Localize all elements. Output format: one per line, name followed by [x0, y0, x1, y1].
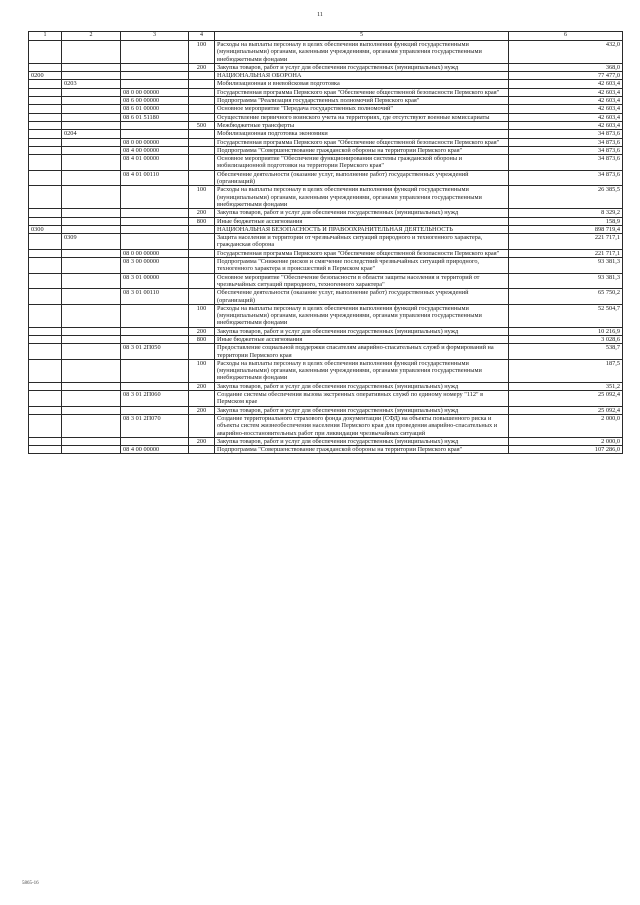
table-row — [29, 97, 623, 105]
target-article-code-cell — [121, 327, 189, 335]
expense-type-code-cell — [189, 414, 215, 437]
item-name-cell: Мобилизационная и вневойсковая подготовка — [215, 80, 509, 88]
item-name-cell: Межбюджетные трансферты — [215, 121, 509, 129]
item-name-cell: Закупка товаров, работ и услуг для обеспечения государственных (муниципальных) нужд — [215, 406, 509, 414]
page-number: 11 — [317, 12, 323, 18]
column-header-3: 3 — [121, 32, 189, 41]
amount-cell: 351,2 — [509, 382, 623, 390]
section-code-cell — [29, 146, 62, 154]
amount-cell: 93 381,3 — [509, 258, 623, 274]
expense-type-code-cell — [189, 258, 215, 274]
section-code-cell — [29, 80, 62, 88]
subsection-code-cell — [62, 41, 121, 64]
target-article-code-cell: 08 0 00 00000 — [121, 138, 189, 146]
expense-type-code-cell: 200 — [189, 209, 215, 217]
column-header-5: 5 — [215, 32, 509, 41]
expense-type-code-cell — [189, 289, 215, 305]
subsection-code-cell — [62, 186, 121, 209]
section-code-cell — [29, 406, 62, 414]
section-code-cell — [29, 437, 62, 445]
table-row — [29, 249, 623, 257]
expense-type-code-cell — [189, 155, 215, 171]
amount-cell: 221 717,1 — [509, 249, 623, 257]
expense-type-code-cell — [189, 273, 215, 289]
amount-cell: 93 381,3 — [509, 273, 623, 289]
subsection-code-cell — [62, 273, 121, 289]
amount-cell: 77 477,0 — [509, 72, 623, 80]
amount-cell: 158,9 — [509, 217, 623, 225]
subsection-code-cell: 0203 — [62, 80, 121, 88]
subsection-code-cell — [62, 391, 121, 407]
target-article-code-cell: 08 3 01 2П050 — [121, 344, 189, 360]
subsection-code-cell — [62, 113, 121, 121]
expense-type-code-cell: 100 — [189, 186, 215, 209]
amount-cell: 34 873,6 — [509, 130, 623, 138]
item-name-cell: Закупка товаров, работ и услуг для обеспечения государственных (муниципальных) нужд — [215, 327, 509, 335]
expense-type-code-cell: 200 — [189, 406, 215, 414]
table-row — [29, 138, 623, 146]
expense-type-code-cell — [189, 344, 215, 360]
item-name-cell: Расходы на выплаты персоналу в целях обеспечения выполнения функций государственными (муниципальными) органами, казенными учреждениями, органами управления государственными внебюджетными фондами — [215, 41, 509, 64]
amount-cell: 34 873,6 — [509, 138, 623, 146]
item-name-cell: Обеспечение деятельности (оказание услуг, выполнение работ) государственных учреждений (организаций) — [215, 289, 509, 305]
subsection-code-cell — [62, 414, 121, 437]
target-article-code-cell: 08 3 01 2П070 — [121, 414, 189, 437]
subsection-code-cell — [62, 63, 121, 71]
column-header-4: 4 — [189, 32, 215, 41]
amount-cell: 3 028,6 — [509, 335, 623, 343]
item-name-cell: НАЦИОНАЛЬНАЯ ОБОРОНА — [215, 72, 509, 80]
amount-cell: 10 216,9 — [509, 327, 623, 335]
amount-cell: 898 719,4 — [509, 225, 623, 233]
amount-cell: 34 873,6 — [509, 155, 623, 171]
expense-type-code-cell: 100 — [189, 304, 215, 327]
section-code-cell: 0300 — [29, 225, 62, 233]
table-row — [29, 121, 623, 129]
section-code-cell — [29, 258, 62, 274]
amount-cell: 42 603,4 — [509, 105, 623, 113]
item-name-cell: Создание территориального страхового фонда документации (СФД) на объекты повышенного риска и объекты систем жизнеобеспечения населения Пермского края для проведения аварийно-спасательных и аварийно-восстановительных работ при ликвидации чрезвычайных ситуаций — [215, 414, 509, 437]
target-article-code-cell — [121, 63, 189, 71]
section-code-cell — [29, 113, 62, 121]
expense-type-code-cell — [189, 105, 215, 113]
amount-cell: 107 286,0 — [509, 446, 623, 454]
item-name-cell: Мобилизационная подготовка экономики — [215, 130, 509, 138]
expense-type-code-cell — [189, 446, 215, 454]
table-row — [29, 391, 623, 407]
item-name-cell: Закупка товаров, работ и услуг для обеспечения государственных (муниципальных) нужд — [215, 437, 509, 445]
expense-type-code-cell — [189, 88, 215, 96]
item-name-cell: Основное мероприятие "Передача государственных полномочий" — [215, 105, 509, 113]
table-row — [29, 289, 623, 305]
subsection-code-cell — [62, 146, 121, 154]
subsection-code-cell — [62, 249, 121, 257]
subsection-code-cell — [62, 217, 121, 225]
target-article-code-cell: 08 4 00 00000 — [121, 446, 189, 454]
item-name-cell: Обеспечение деятельности (оказание услуг, выполнение работ) государственных учреждений (организаций) — [215, 170, 509, 186]
expense-type-code-cell — [189, 146, 215, 154]
expense-type-code-cell — [189, 72, 215, 80]
target-article-code-cell — [121, 209, 189, 217]
column-header-1: 1 — [29, 32, 62, 41]
amount-cell: 42 603,4 — [509, 88, 623, 96]
section-code-cell — [29, 273, 62, 289]
expense-type-code-cell — [189, 249, 215, 257]
expense-type-code-cell: 100 — [189, 359, 215, 382]
table-row — [29, 327, 623, 335]
expense-type-code-cell — [189, 97, 215, 105]
table-row — [29, 225, 623, 233]
item-name-cell: Подпрограмма "Совершенствование гражданской обороны на территории Пермского края" — [215, 446, 509, 454]
subsection-code-cell — [62, 304, 121, 327]
item-name-cell: Расходы на выплаты персоналу в целях обеспечения выполнения функций государственными (муниципальными) органами, казенными учреждениями, органами управления государственными внебюджетными фондами — [215, 359, 509, 382]
subsection-code-cell — [62, 406, 121, 414]
target-article-code-cell — [121, 41, 189, 64]
subsection-code-cell — [62, 105, 121, 113]
expense-type-code-cell — [189, 391, 215, 407]
item-name-cell: Государственная программа Пермского края "Обеспечение общественной безопасности Пермского края" — [215, 249, 509, 257]
column-header-2: 2 — [62, 32, 121, 41]
table-row — [29, 113, 623, 121]
amount-cell: 34 873,6 — [509, 146, 623, 154]
subsection-code-cell: 0204 — [62, 130, 121, 138]
table-row — [29, 155, 623, 171]
amount-cell: 26 385,5 — [509, 186, 623, 209]
section-code-cell — [29, 327, 62, 335]
item-name-cell: Основное мероприятие "Обеспечение функционирования системы гражданской обороны и мобилизационной подготовки на территории Пермского края" — [215, 155, 509, 171]
item-name-cell: Государственная программа Пермского края "Обеспечение общественной безопасности Пермского края" — [215, 138, 509, 146]
target-article-code-cell — [121, 186, 189, 209]
subsection-code-cell — [62, 170, 121, 186]
section-code-cell — [29, 335, 62, 343]
expense-type-code-cell: 500 — [189, 121, 215, 129]
table-row — [29, 209, 623, 217]
table-row — [29, 130, 623, 138]
target-article-code-cell — [121, 437, 189, 445]
amount-cell: 65 750,2 — [509, 289, 623, 305]
expense-type-code-cell: 800 — [189, 217, 215, 225]
amount-cell: 42 603,4 — [509, 97, 623, 105]
subsection-code-cell — [62, 155, 121, 171]
section-code-cell: 0200 — [29, 72, 62, 80]
item-name-cell: Расходы на выплаты персоналу в целях обеспечения выполнения функций государственными (муниципальными) органами, казенными учреждениями, органами управления государственными внебюджетными фондами — [215, 304, 509, 327]
item-name-cell: Государственная программа Пермского края "Обеспечение общественной безопасности Пермского края" — [215, 88, 509, 96]
table-row — [29, 72, 623, 80]
header-row — [29, 32, 623, 41]
amount-cell: 25 092,4 — [509, 406, 623, 414]
table-row — [29, 186, 623, 209]
item-name-cell: Подпрограмма "Совершенствование гражданской обороны на территории Пермского края" — [215, 146, 509, 154]
subsection-code-cell — [62, 344, 121, 360]
item-name-cell: Подпрограмма "Реализация государственных полномочий Пермского края" — [215, 97, 509, 105]
amount-cell: 2 000,0 — [509, 437, 623, 445]
target-article-code-cell — [121, 382, 189, 390]
subsection-code-cell — [62, 335, 121, 343]
subsection-code-cell — [62, 121, 121, 129]
target-article-code-cell: 08 0 00 00000 — [121, 88, 189, 96]
section-code-cell — [29, 249, 62, 257]
expense-type-code-cell: 200 — [189, 63, 215, 71]
expense-type-code-cell: 800 — [189, 335, 215, 343]
target-article-code-cell: 08 6 01 51180 — [121, 113, 189, 121]
subsection-code-cell — [62, 359, 121, 382]
amount-cell: 221 717,1 — [509, 234, 623, 250]
table-row — [29, 234, 623, 250]
expense-type-code-cell: 200 — [189, 382, 215, 390]
section-code-cell — [29, 130, 62, 138]
table-row — [29, 437, 623, 445]
section-code-cell — [29, 209, 62, 217]
item-name-cell: Закупка товаров, работ и услуг для обеспечения государственных (муниципальных) нужд — [215, 382, 509, 390]
section-code-cell — [29, 414, 62, 437]
table-row — [29, 359, 623, 382]
target-article-code-cell: 08 4 01 00110 — [121, 170, 189, 186]
item-name-cell: Осуществление первичного воинского учета на территориях, где отсутствуют военные комиссариаты — [215, 113, 509, 121]
target-article-code-cell — [121, 304, 189, 327]
amount-cell: 538,7 — [509, 344, 623, 360]
column-header-6: 6 — [509, 32, 623, 41]
target-article-code-cell — [121, 121, 189, 129]
table-row — [29, 406, 623, 414]
subsection-code-cell — [62, 138, 121, 146]
section-code-cell — [29, 41, 62, 64]
item-name-cell: Защита населения и территории от чрезвычайных ситуаций природного и техногенного характера, гражданская оборона — [215, 234, 509, 250]
table-row — [29, 258, 623, 274]
target-article-code-cell — [121, 225, 189, 233]
section-code-cell — [29, 446, 62, 454]
table-row — [29, 170, 623, 186]
amount-cell: 25 092,4 — [509, 391, 623, 407]
section-code-cell — [29, 217, 62, 225]
amount-cell: 42 603,4 — [509, 113, 623, 121]
target-article-code-cell — [121, 130, 189, 138]
table-row — [29, 63, 623, 71]
subsection-code-cell — [62, 225, 121, 233]
item-name-cell: Закупка товаров, работ и услуг для обеспечения государственных (муниципальных) нужд — [215, 209, 509, 217]
table-row — [29, 414, 623, 437]
table-row — [29, 217, 623, 225]
amount-cell: 187,5 — [509, 359, 623, 382]
section-code-cell — [29, 88, 62, 96]
amount-cell: 432,0 — [509, 41, 623, 64]
subsection-code-cell — [62, 88, 121, 96]
expense-type-code-cell: 200 — [189, 437, 215, 445]
item-name-cell: Расходы на выплаты персоналу в целях обеспечения выполнения функций государственными (муниципальными) органами, казенными учреждениями, органами управления государственными внебюджетными фондами — [215, 186, 509, 209]
section-code-cell — [29, 170, 62, 186]
budget-table — [28, 31, 623, 454]
target-article-code-cell: 08 0 00 00000 — [121, 249, 189, 257]
item-name-cell: НАЦИОНАЛЬНАЯ БЕЗОПАСНОСТЬ И ПРАВООХРАНИТЕЛЬНАЯ ДЕЯТЕЛЬНОСТЬ — [215, 225, 509, 233]
target-article-code-cell — [121, 335, 189, 343]
item-name-cell: Основное мероприятие "Обеспечение безопасности в области защиты населения и территорий от чрезвычайных ситуаций природного, техногенного характера" — [215, 273, 509, 289]
section-code-cell — [29, 186, 62, 209]
table-row — [29, 88, 623, 96]
item-name-cell: Иные бюджетные ассигнования — [215, 335, 509, 343]
item-name-cell: Закупка товаров, работ и услуг для обеспечения государственных (муниципальных) нужд — [215, 63, 509, 71]
target-article-code-cell — [121, 359, 189, 382]
table-row — [29, 335, 623, 343]
section-code-cell — [29, 105, 62, 113]
target-article-code-cell: 08 6 01 00000 — [121, 105, 189, 113]
target-article-code-cell: 08 4 00 00000 — [121, 146, 189, 154]
section-code-cell — [29, 359, 62, 382]
table-row — [29, 146, 623, 154]
amount-cell: 42 603,4 — [509, 121, 623, 129]
target-article-code-cell: 08 3 01 00110 — [121, 289, 189, 305]
target-article-code-cell — [121, 80, 189, 88]
target-article-code-cell — [121, 406, 189, 414]
target-article-code-cell: 08 6 00 00000 — [121, 97, 189, 105]
target-article-code-cell — [121, 234, 189, 250]
section-code-cell — [29, 289, 62, 305]
table-row — [29, 41, 623, 64]
table-row — [29, 80, 623, 88]
section-code-cell — [29, 391, 62, 407]
expense-type-code-cell — [189, 234, 215, 250]
amount-cell: 8 329,2 — [509, 209, 623, 217]
target-article-code-cell — [121, 217, 189, 225]
section-code-cell — [29, 155, 62, 171]
table-row — [29, 446, 623, 454]
table-row — [29, 382, 623, 390]
subsection-code-cell — [62, 437, 121, 445]
subsection-code-cell — [62, 72, 121, 80]
section-code-cell — [29, 121, 62, 129]
footer-code: 5865-16 — [22, 881, 39, 886]
subsection-code-cell — [62, 446, 121, 454]
amount-cell: 368,0 — [509, 63, 623, 71]
expense-type-code-cell — [189, 225, 215, 233]
subsection-code-cell: 0309 — [62, 234, 121, 250]
expense-type-code-cell — [189, 138, 215, 146]
table-row — [29, 304, 623, 327]
target-article-code-cell — [121, 72, 189, 80]
section-code-cell — [29, 234, 62, 250]
expense-type-code-cell — [189, 130, 215, 138]
section-code-cell — [29, 138, 62, 146]
item-name-cell: Иные бюджетные ассигнования — [215, 217, 509, 225]
section-code-cell — [29, 304, 62, 327]
subsection-code-cell — [62, 97, 121, 105]
target-article-code-cell: 08 3 01 00000 — [121, 273, 189, 289]
table-row — [29, 273, 623, 289]
item-name-cell: Создание системы обеспечения вызова экстренных оперативных служб по единому номеру "112" в Пермском крае — [215, 391, 509, 407]
amount-cell: 42 603,4 — [509, 80, 623, 88]
table-row — [29, 344, 623, 360]
expense-type-code-cell — [189, 170, 215, 186]
subsection-code-cell — [62, 258, 121, 274]
section-code-cell — [29, 344, 62, 360]
subsection-code-cell — [62, 327, 121, 335]
item-name-cell: Подпрограмма "Снижение рисков и смягчение последствий чрезвычайных ситуаций природного, техногенного характера и происшествий в Пермском крае" — [215, 258, 509, 274]
expense-type-code-cell — [189, 80, 215, 88]
target-article-code-cell: 08 4 01 00000 — [121, 155, 189, 171]
item-name-cell: Предоставление социальной поддержки спасателям аварийно-спасательных служб и формирований на территории Пермского края — [215, 344, 509, 360]
target-article-code-cell: 08 3 01 2П060 — [121, 391, 189, 407]
section-code-cell — [29, 63, 62, 71]
section-code-cell — [29, 382, 62, 390]
expense-type-code-cell: 100 — [189, 41, 215, 64]
expense-type-code-cell: 200 — [189, 327, 215, 335]
target-article-code-cell: 08 3 00 00000 — [121, 258, 189, 274]
subsection-code-cell — [62, 382, 121, 390]
subsection-code-cell — [62, 289, 121, 305]
section-code-cell — [29, 97, 62, 105]
expense-type-code-cell — [189, 113, 215, 121]
subsection-code-cell — [62, 209, 121, 217]
amount-cell: 2 000,0 — [509, 414, 623, 437]
amount-cell: 52 504,7 — [509, 304, 623, 327]
table-row — [29, 105, 623, 113]
amount-cell: 34 873,6 — [509, 170, 623, 186]
